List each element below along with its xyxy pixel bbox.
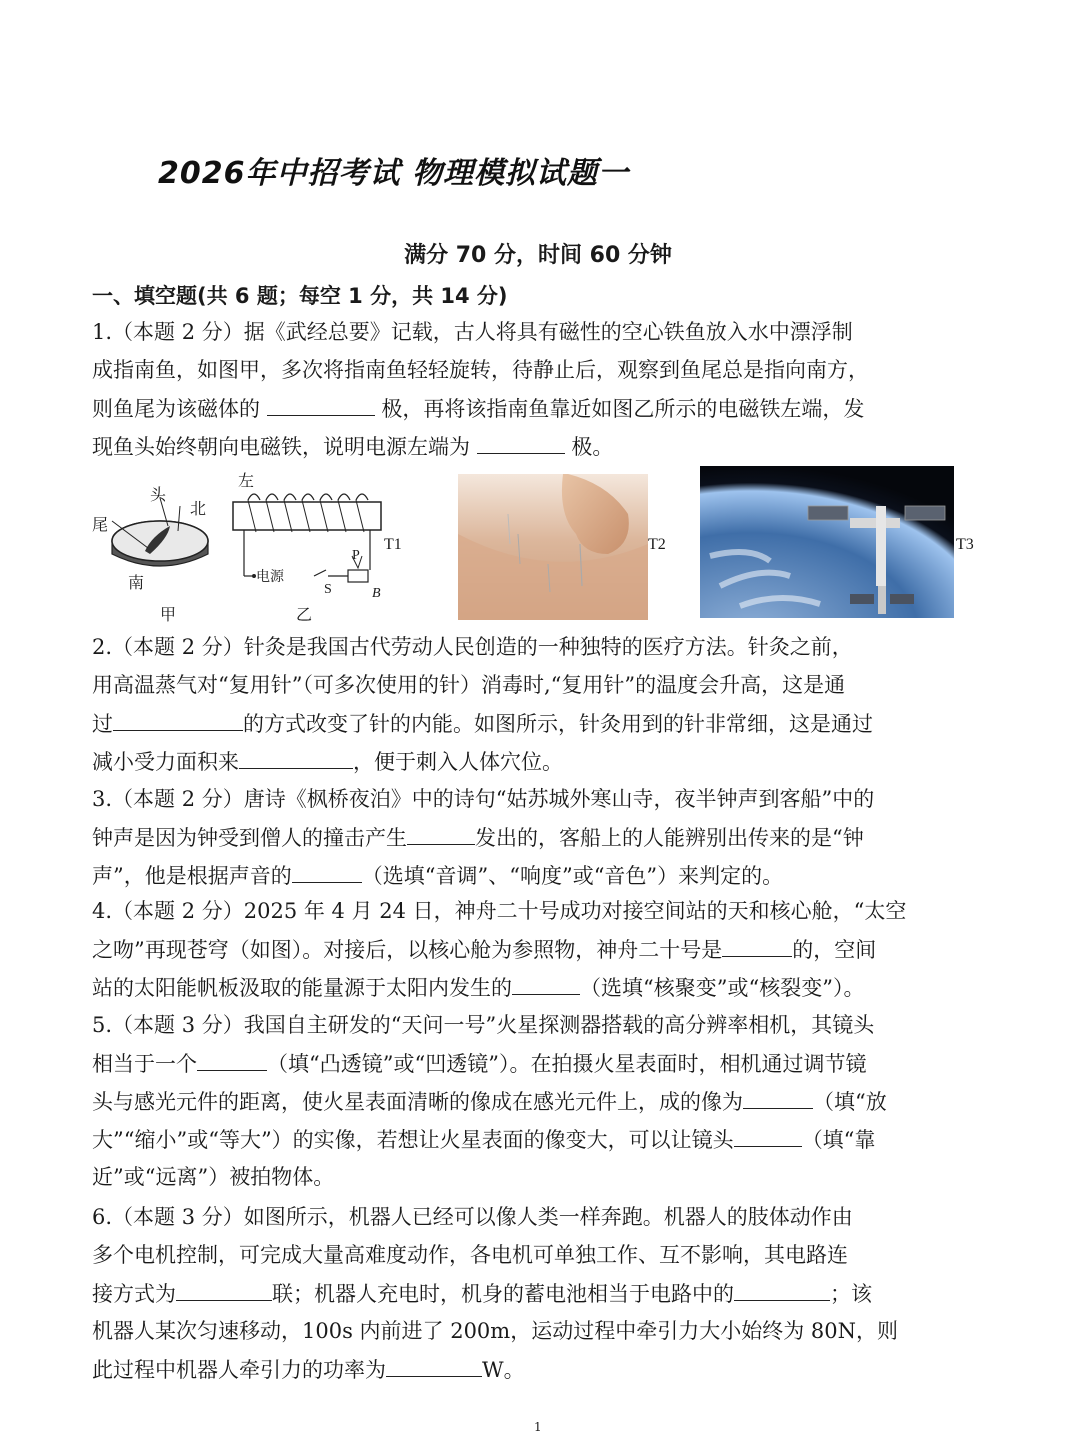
question-line (92, 1158, 992, 1196)
electromagnet-figure (230, 484, 390, 609)
fig-label-head: 头 (150, 487, 167, 504)
question-text: 机器人某次匀速移动，100s 内前进了 200m，运动过程中牵引力大小始终为 80N，则 (92, 1319, 898, 1343)
question-line (92, 628, 992, 666)
question-text: 近”或“远离”）被拍物体。 (92, 1165, 335, 1189)
question-text: （选填“音调”、“响度”或“音色”）来判定的。 (361, 864, 784, 888)
answer-blank[interactable] (267, 389, 375, 416)
question-text: 4.（本题 2 分）2025 年 4 月 24 日，神舟二十号成功对接空间站的天和核心舱，“太空 (92, 899, 907, 923)
question-3 (92, 780, 992, 894)
question-line (92, 1082, 992, 1120)
question-text: 之吻”再现苍穹（如图）。对接后，以核心舱为参照物，神舟二十号是 (92, 938, 723, 962)
answer-blank[interactable] (743, 1082, 813, 1109)
question-text: 成指南鱼，如图甲，多次将指南鱼轻轻旋转，待静止后，观察到鱼尾总是指向南方， (92, 358, 869, 382)
answer-blank[interactable] (292, 856, 362, 883)
question-text: 减小受力面积来 (92, 750, 239, 774)
question-line (92, 930, 992, 968)
answer-blank[interactable] (512, 968, 580, 995)
question-line (92, 427, 992, 465)
question-line (92, 1274, 992, 1312)
question-line (92, 704, 992, 742)
fig-label-north: 北 (190, 501, 207, 518)
question-text: 相当于一个 (92, 1052, 197, 1076)
question-text: （填“靠 (801, 1128, 876, 1152)
answer-blank[interactable] (734, 1120, 802, 1147)
fig-label-tail: 尾 (92, 517, 109, 534)
question-text: 3.（本题 2 分）唐诗《枫桥夜泊》中的诗句“姑苏城外寒山寺，夜半钟声到客船”中的 (92, 787, 875, 811)
question-line (92, 1006, 992, 1044)
question-text: 用高温蒸气对“复用针”（可多次使用的针）消毒时,“复用针”的温度会升高，这是通 (92, 673, 846, 697)
answer-blank[interactable] (176, 1274, 272, 1301)
question-line (92, 780, 992, 818)
fig-label-t1: T1 (384, 536, 402, 553)
page-number: 1 (534, 1420, 542, 1434)
question-line (92, 856, 992, 894)
question-text: 5.（本题 3 分）我国自主研发的“天问一号”火星探测器搭载的高分辨率相机，其镜头 (92, 1013, 875, 1037)
space-station-photo (700, 466, 954, 618)
question-line (92, 1198, 992, 1236)
question-text: 联；机器人充电时，机身的蓄电池相当于电路中的 (272, 1282, 734, 1306)
question-line (92, 351, 992, 389)
fig-label-b: B (372, 586, 381, 601)
fig-label-s: S (324, 582, 332, 597)
question-text: （选填“核聚变”或“核裂变”）。 (580, 976, 865, 1000)
question-text: 钟声是因为钟受到僧人的撞击产生 (92, 826, 407, 850)
question-text: 过 (92, 712, 113, 736)
question-4 (92, 892, 992, 1006)
question-text: 发出的，客船上的人能辨别出传来的是“钟 (475, 826, 864, 850)
fig-label-power: 电源 (256, 570, 284, 585)
question-text: （填“凸透镜”或“凹透镜”）。在拍摄火星表面时，相机通过调节镜 (267, 1052, 867, 1076)
fig-label-p: P (352, 548, 360, 563)
question-line (92, 818, 992, 856)
section-heading: 一、填空题(共 6 题；每空 1 分，共 14 分) (92, 284, 508, 308)
exam-info: 满分 70 分，时间 60 分钟 (404, 243, 672, 268)
question-line (92, 1312, 992, 1350)
question-line (92, 742, 992, 780)
fig-label-left: 左 (238, 473, 255, 490)
question-line (92, 313, 992, 351)
fig-label-south: 南 (128, 575, 145, 592)
question-text: ，便于刺入人体穴位。 (353, 750, 563, 774)
question-2 (92, 628, 992, 780)
question-line (92, 1120, 992, 1158)
answer-blank[interactable] (734, 1274, 830, 1301)
question-6 (92, 1198, 992, 1388)
question-text: 站的太阳能帆板汲取的能量源于太阳内发生的 (92, 976, 512, 1000)
question-line (92, 1350, 992, 1388)
question-line (92, 389, 992, 427)
question-text: 则鱼尾为该磁体的 (92, 397, 267, 421)
question-line (92, 1236, 992, 1274)
question-text: 现鱼头始终朝向电磁铁，说明电源左端为 (92, 435, 477, 459)
page-title: 2026年中招考试 物理模拟试题一 (158, 156, 629, 191)
fig-label-yi: 乙 (296, 607, 313, 624)
answer-blank[interactable] (239, 742, 353, 769)
answer-blank[interactable] (722, 930, 792, 957)
question-5 (92, 1006, 992, 1196)
question-line (92, 1044, 992, 1082)
question-line (92, 968, 992, 1006)
figures-row (90, 466, 990, 626)
fig-label-t2: T2 (648, 536, 666, 553)
question-line (92, 892, 992, 930)
question-text: 大”“缩小”或“等大”）的实像，若想让火星表面的像变大，可以让镜头 (92, 1128, 734, 1152)
question-text: 此过程中机器人牵引力的功率为 (92, 1358, 386, 1382)
question-text: ；该 (830, 1282, 872, 1306)
answer-blank[interactable] (477, 427, 565, 454)
answer-blank[interactable] (113, 704, 243, 731)
question-text: （填“放 (813, 1090, 887, 1114)
question-text: 声”，他是根据声音的 (92, 864, 292, 888)
question-text: 2.（本题 2 分）针灸是我国古代劳动人民创造的一种独特的医疗方法。针灸之前， (92, 635, 853, 659)
question-text: 的方式改变了针的内能。如图所示，针灸用到的针非常细，这是通过 (243, 712, 873, 736)
fig-label-jia: 甲 (160, 607, 177, 624)
fig-label-t3: T3 (956, 536, 974, 553)
question-text: 头与感光元件的距离，使火星表面清晰的像成在感光元件上，成的像为 (92, 1090, 743, 1114)
answer-blank[interactable] (407, 818, 475, 845)
question-text: 1.（本题 2 分）据《武经总要》记载，古人将具有磁性的空心铁鱼放入水中漂浮制 (92, 320, 853, 344)
question-text: 极，再将该指南鱼靠近如图乙所示的电磁铁左端，发 (374, 397, 865, 421)
question-text: 的，空间 (792, 938, 877, 962)
question-line (92, 666, 992, 704)
answer-blank[interactable] (386, 1350, 482, 1377)
acupuncture-photo (458, 474, 648, 620)
question-text: 接方式为 (92, 1282, 176, 1306)
question-text: W。 (482, 1358, 525, 1382)
question-text: 极。 (564, 435, 614, 459)
question-1 (92, 313, 992, 465)
question-text: 6.（本题 3 分）如图所示，机器人已经可以像人类一样奔跑。机器人的肢体动作由 (92, 1205, 853, 1229)
question-text: 多个电机控制，可完成大量高难度动作，各电机可单独工作、互不影响，其电路连 (92, 1243, 848, 1267)
answer-blank[interactable] (197, 1044, 267, 1071)
